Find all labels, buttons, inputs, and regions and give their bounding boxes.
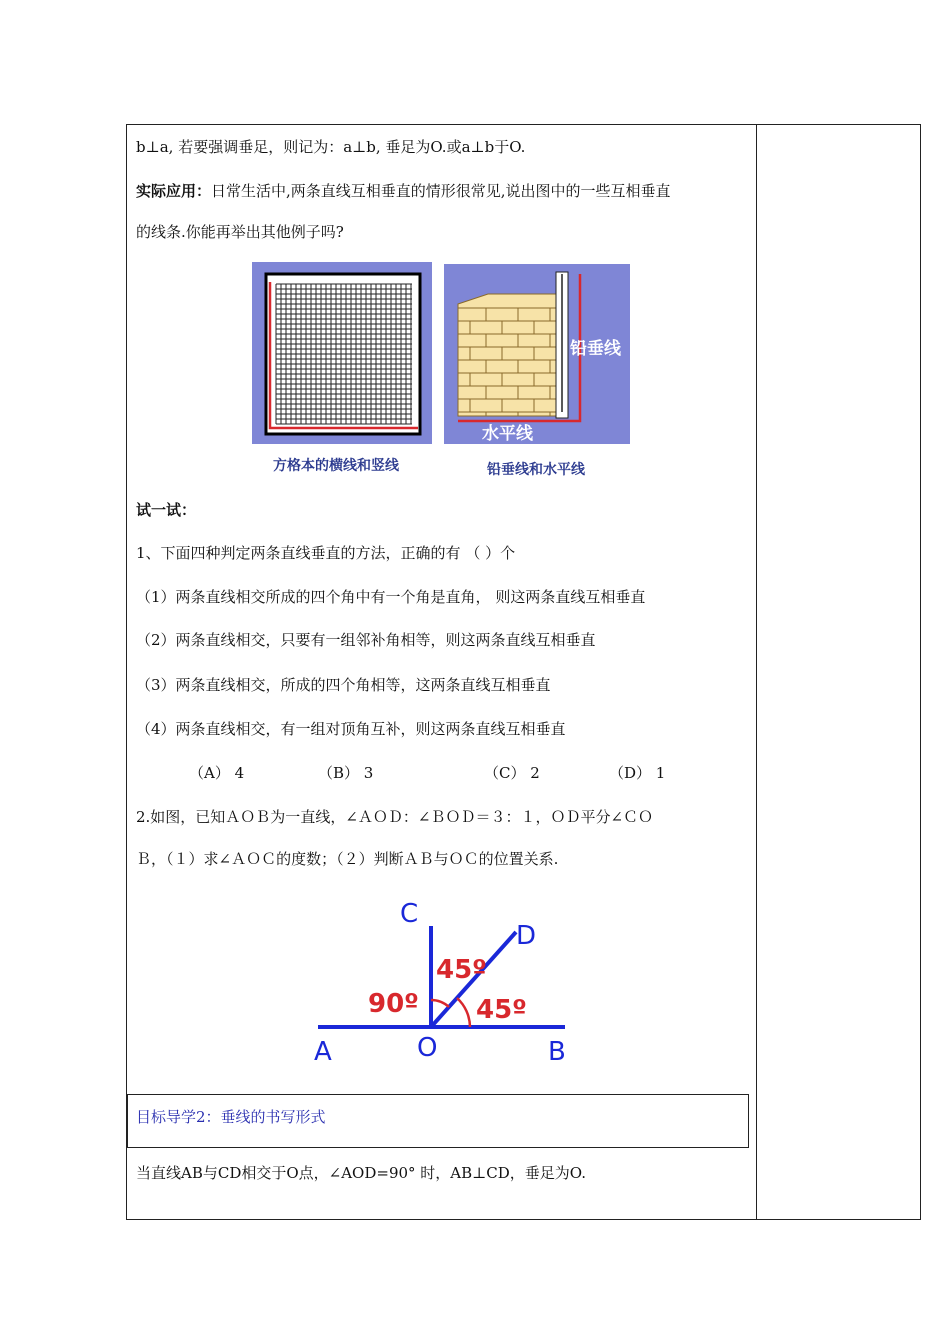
application-label: 实际应用：: [136, 182, 212, 200]
caption-plumb: 铅垂线和水平线: [487, 462, 585, 478]
angle-diagram: [300, 892, 590, 1076]
application-text: 日常生活中,两条直线互相垂直的情形很常见,说出图中的一些互相垂直: [211, 182, 671, 200]
question-1-item-1: （1）两条直线相交所成的四个角中有一个角是直角， 则这两条直线互相垂直: [136, 588, 646, 606]
label-c: C: [400, 899, 419, 929]
table-column-divider: [756, 124, 757, 1220]
label-b: B: [548, 1037, 566, 1067]
try-label: 试一试：: [136, 501, 197, 519]
option-c: （C） 2: [484, 764, 540, 782]
option-b: （B） 3: [318, 764, 374, 782]
text-line-1: b⊥a, 若要强调垂足，则记为：a⊥b, 垂足为O.或a⊥b于O.: [136, 138, 526, 156]
section-2-text: 当直线AB与CD相交于O点，∠AOD=90° 时，AB⊥CD，垂足为O.: [136, 1164, 586, 1182]
label-a: A: [314, 1037, 332, 1067]
horizontal-label: 水平线: [482, 424, 533, 444]
angle-45-top-label: 45º: [436, 955, 487, 985]
label-o: O: [417, 1033, 438, 1063]
question-1-item-4: （4）两条直线相交，有一组对顶角互补，则这两条直线互相垂直: [136, 720, 566, 738]
angle-90-label: 90º: [368, 989, 419, 1019]
option-a: （A） 4: [189, 764, 245, 782]
grid-notebook-image: [252, 262, 432, 448]
question-1-item-3: （3）两条直线相交，所成的四个角相等，这两条直线互相垂直: [136, 676, 551, 694]
plumb-label: 铅垂线: [570, 339, 621, 359]
question-1: 1、下面四种判定两条直线垂直的方法，正确的有 （ ）个: [136, 544, 516, 562]
question-1-item-2: （2）两条直线相交，只要有一组邻补角相等，则这两条直线互相垂直: [136, 631, 596, 649]
question-2-line-2: Ｂ，（１）求∠ＡＯＣ的度数；（２）判断ＡＢ与ＯＣ的位置关系.: [136, 850, 559, 868]
option-d: （D） 1: [609, 764, 666, 782]
plumb-line-image: [444, 264, 630, 448]
application-text-2: 的线条.你能再举出其他例子吗?: [136, 223, 344, 241]
angle-45-right-label: 45º: [476, 995, 527, 1025]
label-d: D: [516, 921, 537, 951]
application-paragraph: [136, 180, 671, 201]
caption-grid: 方格本的横线和竖线: [273, 458, 399, 474]
question-2-line-1: 2.如图，已知ＡＯＢ为一直线，∠ＡＯＤ：∠ＢＯＤ＝３：１，ＯＤ平分∠ＣＯ: [136, 808, 654, 826]
section-2-title: 目标导学2：垂线的书写形式: [136, 1108, 326, 1126]
